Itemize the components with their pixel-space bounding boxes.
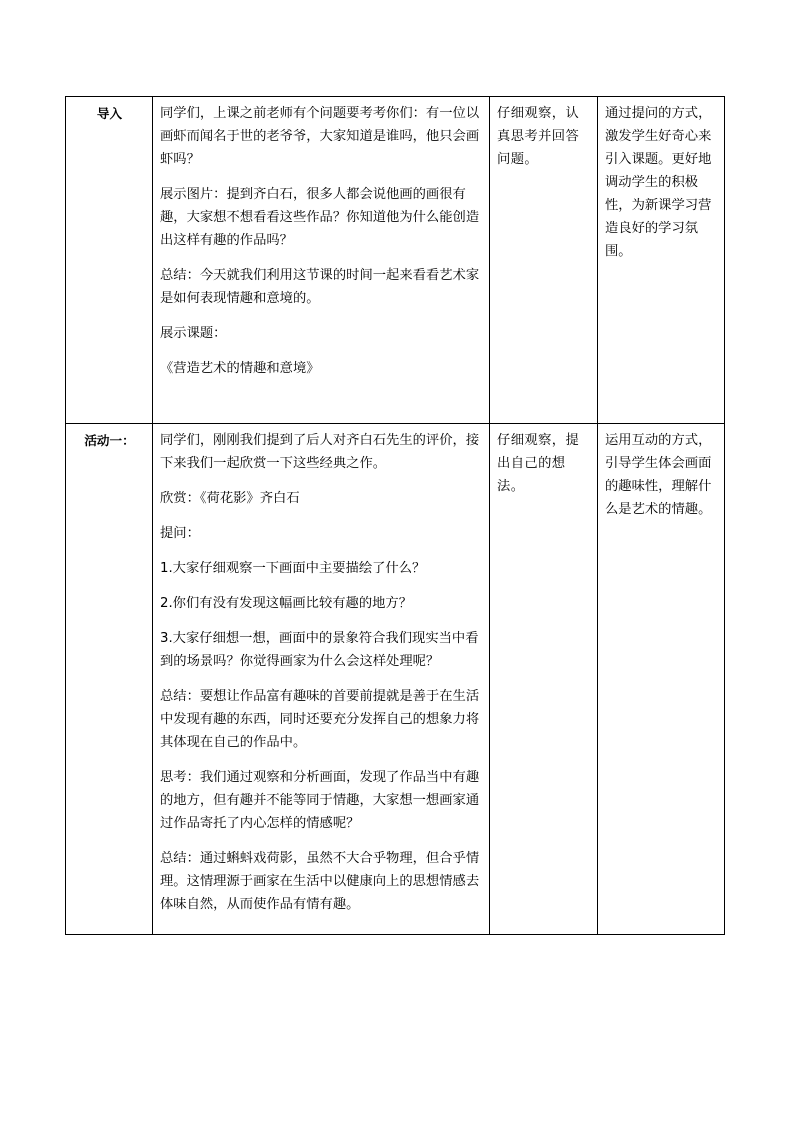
stage-label: 活动一： bbox=[84, 433, 135, 448]
student-activity-text: 仔细观察，提出自己的想法。 bbox=[497, 433, 580, 494]
design-purpose-text: 通过提问的方式，激发学生好奇心来引入课题。更好地调动学生的积极性，为新课学习营造良好的学习氛围。 bbox=[605, 106, 712, 259]
content-paragraph: 展示图片：提到齐白石，很多人都会说他画的画很有趣，大家想不想看看这些作品？你知道他为什么能创造出这样有趣的作品吗？ bbox=[160, 187, 480, 248]
content-paragraph: 同学们，刚刚我们提到了后人对齐白石先生的评价，接下来我们一起欣赏一下这些经典之作。 bbox=[160, 433, 480, 471]
content-paragraph: 1.大家仔细观察一下画面中主要描绘了什么？ bbox=[160, 561, 426, 576]
content-paragraph: 总结：要想让作品富有趣味的首要前提就是善于在生活中发现有趣的东西，同时还要充分发挥自己的想象力将其体现在自己的作品中。 bbox=[160, 689, 480, 750]
content-paragraph: 欣赏：《荷花影》齐白石 bbox=[160, 491, 300, 506]
teacher-activity-cell bbox=[153, 424, 490, 935]
stage-label: 导入 bbox=[96, 106, 123, 121]
student-activity-text: 仔细观察，认真思考并回答问题。 bbox=[497, 106, 580, 167]
content-paragraph: 3.大家仔细想一想，画面中的景象符合我们现实当中看到的场景吗？你觉得画家为什么会这样处理呢？ bbox=[160, 631, 479, 669]
lesson-plan-table bbox=[65, 96, 725, 935]
content-paragraph: 2.你们有没有发现这幅画比较有趣的地方？ bbox=[160, 596, 413, 611]
stage-cell bbox=[66, 97, 153, 424]
content-paragraph: 提问： bbox=[160, 526, 200, 541]
content-paragraph: 同学们，上课之前老师有个问题要考考你们：有一位以画虾而闻名于世的老爷爷，大家知道是谁吗，他只会画虾吗？ bbox=[160, 106, 480, 167]
table-row bbox=[66, 97, 725, 424]
teacher-activity-cell bbox=[153, 97, 490, 424]
student-activity-cell bbox=[490, 97, 598, 424]
table-row bbox=[66, 424, 725, 935]
content-paragraph: 展示课题： bbox=[160, 326, 227, 341]
content-paragraph: 《营造艺术的情趣和意境》 bbox=[160, 361, 320, 376]
stage-cell bbox=[66, 424, 153, 935]
design-purpose-text: 运用互动的方式，引导学生体会画面的趣味性，理解什么是艺术的情趣。 bbox=[605, 433, 712, 517]
student-activity-cell bbox=[490, 424, 598, 935]
content-paragraph: 总结：今天就我们利用这节课的时间一起来看看艺术家是如何表现情趣和意境的。 bbox=[160, 268, 480, 306]
design-purpose-cell bbox=[598, 97, 725, 424]
content-paragraph: 思考：我们通过观察和分析画面，发现了作品当中有趣的地方，但有趣并不能等同于情趣，大家想一想画家通过作品寄托了内心怎样的情感呢？ bbox=[160, 770, 480, 831]
content-paragraph: 总结：通过蝌蚪戏荷影，虽然不大合乎物理，但合乎情理。这情理源于画家在生活中以健康向上的思想情感去体味自然，从而使作品有情有趣。 bbox=[160, 851, 480, 912]
design-purpose-cell bbox=[598, 424, 725, 935]
